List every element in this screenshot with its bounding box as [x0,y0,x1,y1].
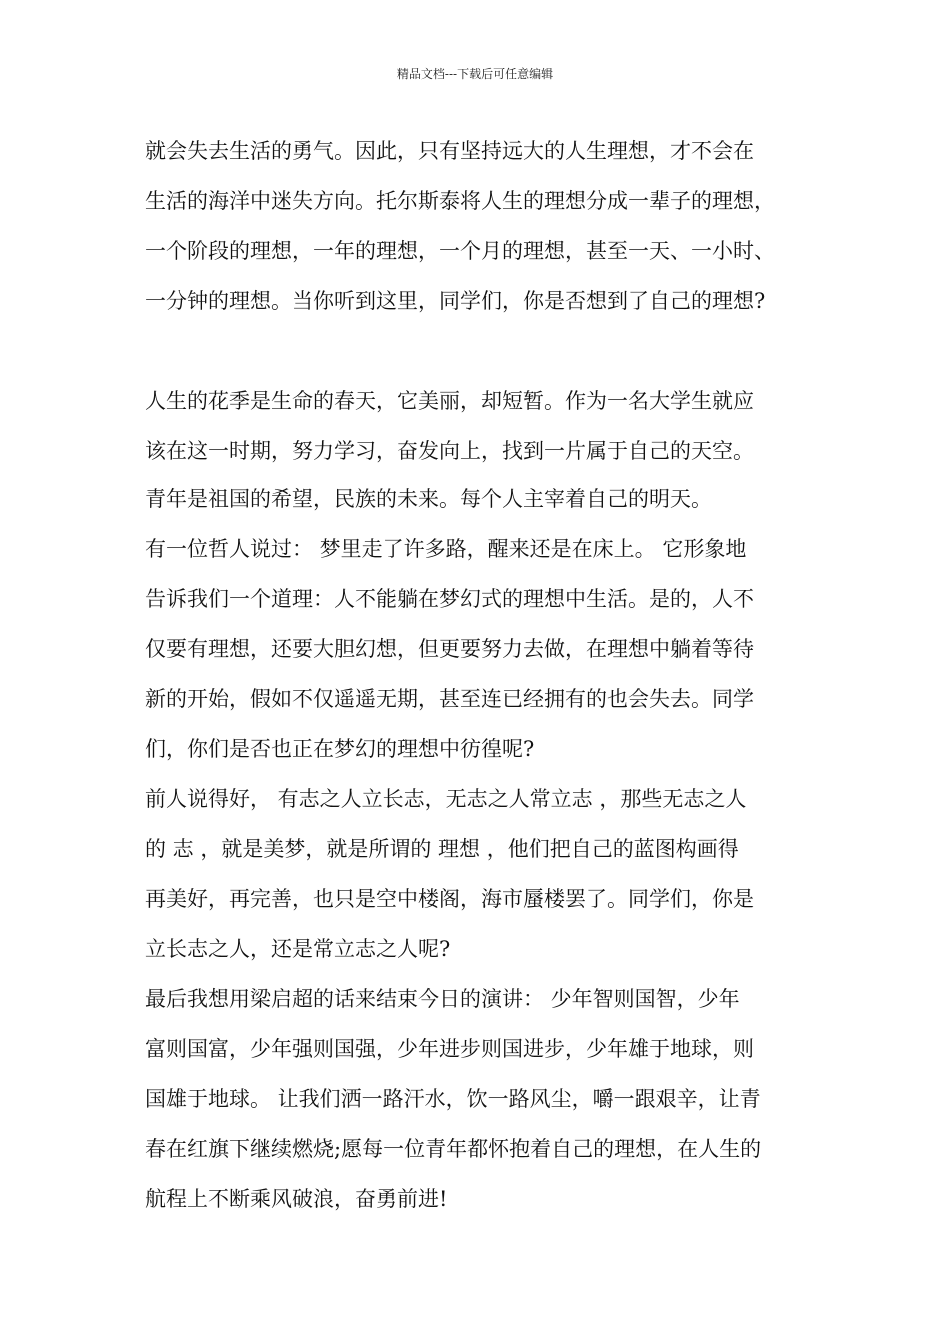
page-header: 精品文档---下载后可任意编辑 [396,67,554,81]
text-line: 一个阶段的理想，一年的理想，一个月的理想，甚至一天、一小时、 [145,239,775,263]
text-line: 航程上不断乘风破浪，奋勇前进! [145,1187,448,1211]
text-line: 该在这一时期，努力学习，奋发向上，找到一片属于自己的天空。 [145,439,754,463]
text-line: 再美好，再完善，也只是空中楼阁，海市蜃楼罢了。同学们，你是 [145,887,754,911]
text-line: 富则国富，少年强则国强，少年进步则国进步，少年雄于地球，则 [145,1037,754,1061]
text-line: 国雄于地球。 让我们洒一路汗水，饮一路风尘，嚼一跟艰辛，让青 [145,1087,761,1111]
text-line: 生活的海洋中迷失方向。托尔斯泰将人生的理想分成一辈子的理想， [145,189,775,213]
text-line: 青年是祖国的希望，民族的未来。每个人主宰着自己的明天。 [145,487,712,511]
text-line: 立长志之人，还是常立志之人呢? [145,937,451,961]
text-line: 仅要有理想，还要大胆幻想，但更要努力去做，在理想中躺着等待 [145,637,754,661]
text-line: 就会失去生活的勇气。因此，只有坚持远大的人生理想，才不会在 [145,139,754,163]
text-line: 有一位哲人说过： 梦里走了许多路，醒来还是在床上。 它形象地 [145,537,747,561]
text-line: 最后我想用梁启超的话来结束今日的演讲： 少年智则国智，少年 [145,987,740,1011]
text-line: 告诉我们一个道理：人不能躺在梦幻式的理想中生活。是的，人不 [145,587,754,611]
text-line: 前人说得好， 有志之人立长志，无志之人常立志 ，那些无志之人 [145,787,747,811]
text-line: 新的开始，假如不仅遥遥无期，甚至连已经拥有的也会失去。同学 [145,687,754,711]
text-line: 人生的花季是生命的春天，它美丽，却短暂。作为一名大学生就应 [145,389,754,413]
text-line: 的 志 ，就是美梦，就是所谓的 理想 ，他们把自己的蓝图构画得 [145,837,739,861]
document-body [0,128,950,1318]
text-line: 春在红旗下继续燃烧;愿每一位青年都怀抱着自己的理想，在人生的 [145,1137,762,1161]
text-line: 们，你们是否也正在梦幻的理想中彷徨呢? [145,737,535,761]
text-line: 一分钟的理想。当你听到这里，同学们，你是否想到了自己的理想? [145,289,766,313]
